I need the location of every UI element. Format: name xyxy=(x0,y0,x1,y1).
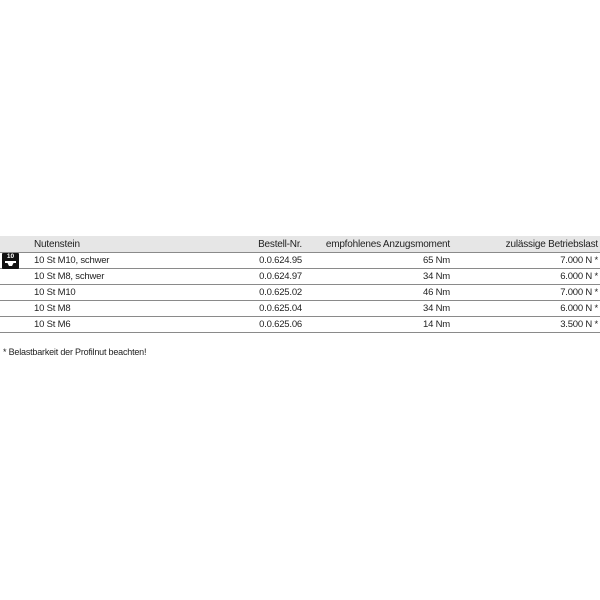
row-load: 3.500 N * xyxy=(560,319,598,330)
row-name: 10 St M10, schwer xyxy=(34,255,110,266)
row-name: 10 St M8 xyxy=(34,303,71,314)
table-row xyxy=(0,285,600,301)
row-order-number: 0.0.625.04 xyxy=(259,303,302,314)
row-load: 6.000 N * xyxy=(560,303,598,314)
table-row xyxy=(0,301,600,317)
row-order-number: 0.0.625.06 xyxy=(259,319,302,330)
header-torque: empfohlenes Anzugsmoment xyxy=(325,239,450,250)
row-name: 10 St M8, schwer xyxy=(34,271,105,282)
table-row xyxy=(0,317,600,333)
product-spec-table xyxy=(0,236,600,333)
slot-nut-shape-icon xyxy=(5,261,16,268)
row-torque: 14 Nm xyxy=(423,319,450,330)
slot-nut-size-icon xyxy=(2,253,19,269)
header-load: zulässige Betriebslast xyxy=(505,239,598,250)
footnote: * Belastbarkeit der Profilnut beachten! xyxy=(3,347,147,357)
row-torque: 65 Nm xyxy=(423,255,450,266)
header-nutenstein: Nutenstein xyxy=(34,239,80,250)
table-row xyxy=(0,269,600,285)
row-order-number: 0.0.624.97 xyxy=(259,271,302,282)
row-order-number: 0.0.624.95 xyxy=(259,255,302,266)
header-order-number: Bestell-Nr. xyxy=(258,239,302,250)
icon-size-label: 10 xyxy=(6,253,15,260)
row-torque: 34 Nm xyxy=(423,303,450,314)
table-header-row xyxy=(0,236,600,253)
row-name: 10 St M10 xyxy=(34,287,76,298)
table-row xyxy=(0,253,600,269)
row-load: 7.000 N * xyxy=(560,255,598,266)
row-torque: 34 Nm xyxy=(423,271,450,282)
row-torque: 46 Nm xyxy=(423,287,450,298)
row-load: 6.000 N * xyxy=(560,271,598,282)
row-load: 7.000 N * xyxy=(560,287,598,298)
row-order-number: 0.0.625.02 xyxy=(259,287,302,298)
row-name: 10 St M6 xyxy=(34,319,71,330)
